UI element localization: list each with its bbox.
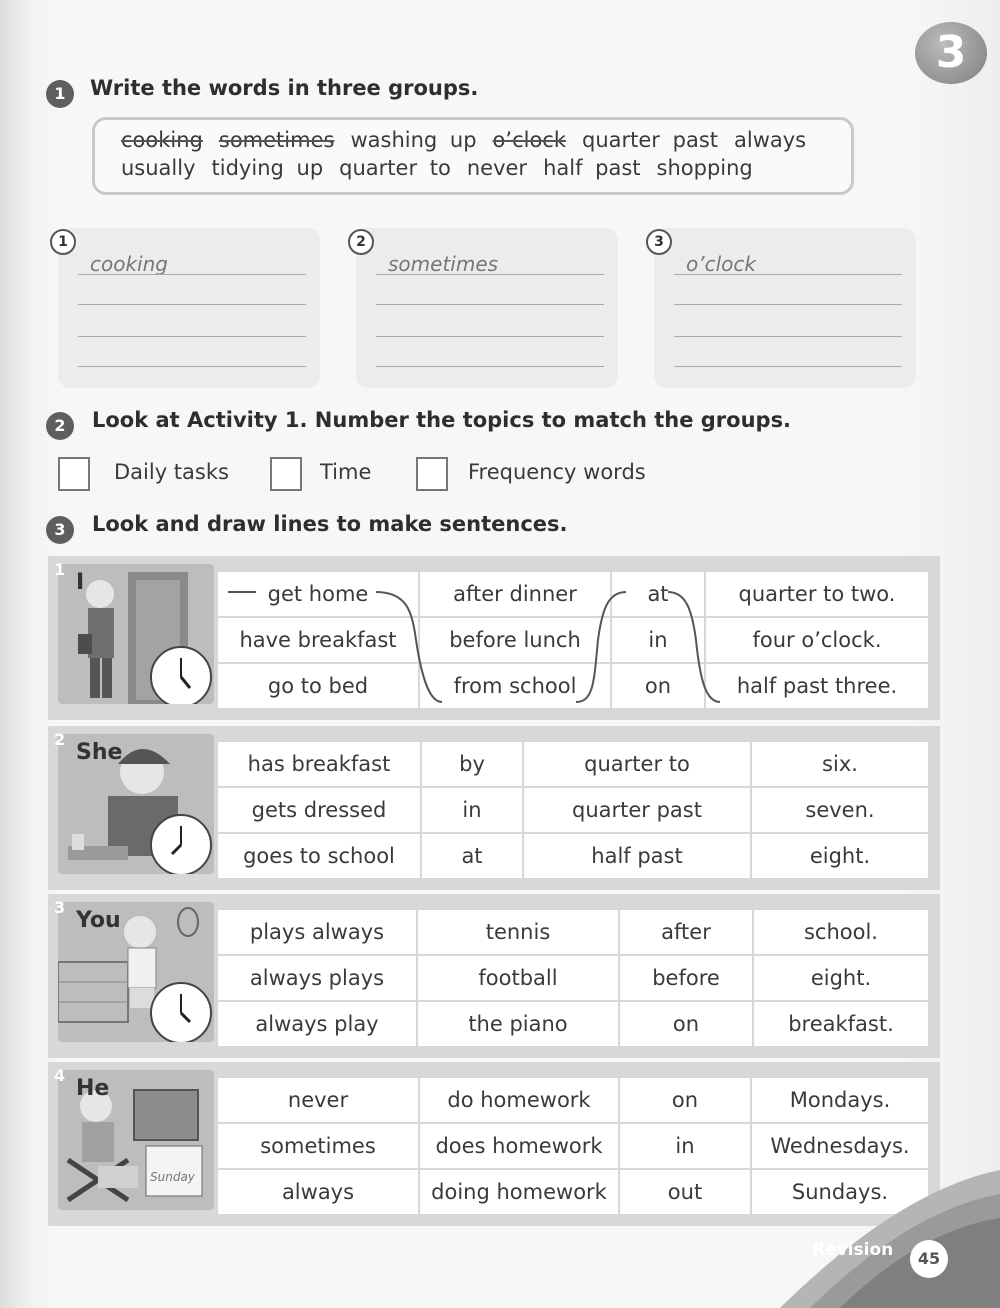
sentence-panel-3 (48, 894, 940, 1058)
table-cell[interactable]: half past three. (705, 663, 929, 709)
table-cell[interactable]: breakfast. (753, 1001, 929, 1047)
sentence-table-3 (216, 908, 930, 1048)
table-cell[interactable]: out (619, 1169, 751, 1215)
table-cell[interactable]: quarter to (523, 741, 751, 787)
table-cell[interactable]: on (619, 1077, 751, 1123)
word-item: shopping (656, 156, 753, 180)
table-cell[interactable]: quarter past (523, 787, 751, 833)
table-cell[interactable]: from school (419, 663, 611, 709)
activity-1-number: 1 (46, 80, 74, 108)
table-cell[interactable]: the piano (417, 1001, 619, 1047)
table-cell[interactable]: plays always (217, 909, 417, 955)
write-line[interactable] (78, 274, 306, 275)
table-cell[interactable]: before lunch (419, 617, 611, 663)
table-cell[interactable]: eight. (751, 833, 929, 879)
write-line[interactable] (376, 336, 604, 337)
group-box-2 (356, 228, 618, 388)
section-label: Revision (812, 1240, 894, 1260)
write-line[interactable] (78, 304, 306, 305)
table-cell[interactable]: always (217, 1169, 419, 1215)
table-cell[interactable]: does homework (419, 1123, 619, 1169)
table-cell[interactable]: at (611, 571, 705, 617)
panel-subject: I (76, 570, 85, 595)
panel-subject: You (76, 908, 121, 933)
table-row (217, 741, 929, 787)
table-cell[interactable]: tennis (417, 909, 619, 955)
example-matching-line (216, 570, 926, 714)
group-3-example: o’clock (686, 252, 756, 276)
table-cell[interactable]: in (611, 617, 705, 663)
table-row (217, 909, 929, 955)
panel-number: 1 (54, 560, 66, 579)
table-cell[interactable]: seven. (751, 787, 929, 833)
table-row (217, 833, 929, 879)
table-cell[interactable]: Sundays. (751, 1169, 929, 1215)
table-row (217, 787, 929, 833)
table-cell[interactable]: eight. (753, 955, 929, 1001)
table-cell[interactable]: quarter to two. (705, 571, 929, 617)
table-row (217, 955, 929, 1001)
clock-icon (150, 646, 212, 704)
word-item: quarter to (339, 156, 451, 180)
table-cell[interactable]: sometimes (217, 1123, 419, 1169)
table-cell[interactable]: after dinner (419, 571, 611, 617)
group-1-example: cooking (90, 252, 168, 276)
table-cell[interactable]: Mondays. (751, 1077, 929, 1123)
table-cell[interactable]: before (619, 955, 753, 1001)
group-box-3 (654, 228, 916, 388)
calendar-label: Sunday (150, 1170, 195, 1184)
sentence-panel-2 (48, 726, 940, 890)
sentence-table-2 (216, 740, 930, 880)
group-2-number: 2 (348, 229, 374, 255)
table-cell[interactable]: at (421, 833, 523, 879)
topic-number-box[interactable] (416, 457, 448, 491)
write-line[interactable] (376, 366, 604, 367)
group-3-number: 3 (646, 229, 672, 255)
panel-number: 2 (54, 730, 66, 749)
topic-label-frequency: Frequency words (468, 460, 646, 484)
table-cell[interactable]: in (619, 1123, 751, 1169)
write-line[interactable] (78, 366, 306, 367)
table-cell[interactable]: after (619, 909, 753, 955)
table-cell[interactable]: go to bed (217, 663, 419, 709)
activity-3-title: Look and draw lines to make sentences. (92, 512, 568, 536)
word-item: tidying up (211, 156, 324, 180)
activity-2-title: Look at Activity 1. Number the topics to match the groups. (92, 408, 792, 432)
table-row (217, 1077, 929, 1123)
word-item: cooking (121, 128, 203, 152)
table-cell[interactable]: four o’clock. (705, 617, 929, 663)
table-cell[interactable]: gets dressed (217, 787, 421, 833)
group-1-number: 1 (50, 229, 76, 255)
word-item: o’clock (492, 128, 567, 152)
table-cell[interactable]: Wednesdays. (751, 1123, 929, 1169)
table-cell[interactable]: school. (753, 909, 929, 955)
panel-subject: She (76, 740, 123, 765)
panel-subject: He (76, 1076, 110, 1101)
table-cell[interactable]: do homework (419, 1077, 619, 1123)
write-line[interactable] (674, 274, 902, 275)
rainbow-decoration (700, 1150, 1000, 1308)
write-line[interactable] (376, 274, 604, 275)
table-cell[interactable]: always plays (217, 955, 417, 1001)
topic-label-time: Time (320, 460, 372, 484)
word-box (92, 117, 854, 195)
word-item: half past (543, 156, 641, 180)
activity-1-title: Write the words in three groups. (90, 76, 479, 100)
group-2-example: sometimes (388, 252, 499, 276)
table-cell[interactable]: half past (523, 833, 751, 879)
table-cell[interactable]: have breakfast (217, 617, 419, 663)
table-cell[interactable]: never (217, 1077, 419, 1123)
table-cell[interactable]: goes to school (217, 833, 421, 879)
panel-number: 3 (54, 898, 66, 917)
word-item: washing up (350, 128, 477, 152)
word-item: usually (121, 156, 196, 180)
table-cell[interactable]: always play (217, 1001, 417, 1047)
word-line-2 (121, 156, 769, 180)
word-item: sometimes (218, 128, 335, 152)
table-cell[interactable]: in (421, 787, 523, 833)
table-row (217, 1001, 929, 1047)
write-line[interactable] (674, 366, 902, 367)
clock-icon (150, 814, 212, 874)
activity-2-number: 2 (46, 412, 74, 440)
table-cell[interactable]: six. (751, 741, 929, 787)
word-item: never (466, 156, 528, 180)
word-item: always (734, 128, 807, 152)
activity-3-number: 3 (46, 516, 74, 544)
table-cell[interactable]: doing homework (419, 1169, 619, 1215)
table-cell[interactable]: on (611, 663, 705, 709)
group-box-1 (58, 228, 320, 388)
table-cell[interactable]: get home (217, 571, 419, 617)
unit-badge: 3 (915, 22, 987, 84)
table-cell[interactable]: football (417, 955, 619, 1001)
table-cell[interactable]: by (421, 741, 523, 787)
write-line[interactable] (78, 336, 306, 337)
write-line[interactable] (376, 304, 604, 305)
page-number: 45 (910, 1240, 948, 1278)
topic-number-box[interactable] (58, 457, 90, 491)
word-line-1 (121, 128, 822, 152)
topic-number-box[interactable] (270, 457, 302, 491)
table-cell[interactable]: on (619, 1001, 753, 1047)
table-cell[interactable]: has breakfast (217, 741, 421, 787)
write-line[interactable] (674, 304, 902, 305)
write-line[interactable] (674, 336, 902, 337)
sentence-panel-1 (48, 556, 940, 720)
panel-number: 4 (54, 1066, 66, 1085)
clock-icon (150, 982, 212, 1042)
topic-label-daily-tasks: Daily tasks (114, 460, 229, 484)
word-item: quarter past (582, 128, 718, 152)
